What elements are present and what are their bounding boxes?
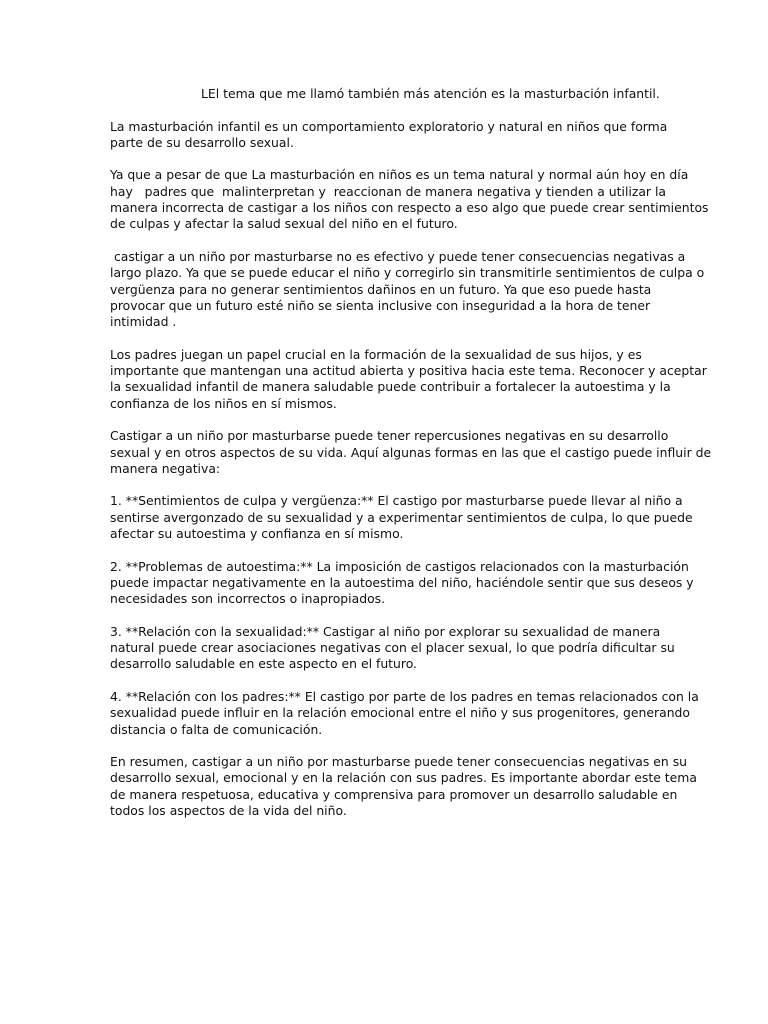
paragraph-line: manera negativa: bbox=[110, 460, 221, 476]
paragraph-line: sentirse avergonzado de su sexualidad y a experimentar sentimientos de culpa, lo que puede bbox=[110, 509, 693, 525]
paragraph-line: 2. **Problemas de autoestima:** La imposición de castigos relacionados con la masturbación bbox=[110, 558, 689, 574]
paragraph-5 bbox=[110, 428, 712, 477]
paragraph-line: 1. **Sentimientos de culpa y vergüenza:** El castigo por masturbarse puede llevar al niño a bbox=[110, 493, 683, 509]
paragraph-line: castigar a un niño por masturbarse no es efectivo y puede tener consecuencias negativas a bbox=[110, 248, 686, 264]
list-item-4 bbox=[110, 688, 699, 738]
paragraph-line: natural puede crear asociaciones negativas con el placer sexual, lo que podría dificultar su bbox=[110, 640, 675, 656]
paragraph-line: intimidad . bbox=[110, 314, 177, 330]
list-item-1 bbox=[110, 493, 693, 542]
paragraph-line: 3. **Relación con la sexualidad:** Castigar al niño por explorar su sexualidad de manera bbox=[110, 623, 661, 639]
paragraph-line: Castigar a un niño por masturbarse puede tener repercusiones negativas en su desarrollo bbox=[110, 428, 669, 444]
paragraph-line: de culpas y afectar la salud sexual del niño en el futuro. bbox=[110, 216, 458, 232]
paragraph-line: vergüenza para no generar sentimientos dañinos en un futuro. Ya que eso puede hasta bbox=[110, 281, 652, 297]
paragraph-line: desarrollo sexual, emocional y en la relación con sus padres. Es importante abordar este tema bbox=[110, 770, 697, 786]
document-title: LEl tema que me llamó también más atención es la masturbación infantil. bbox=[201, 86, 660, 101]
paragraph-line: En resumen, castigar a un niño por masturbarse puede tener consecuencias negativas en su bbox=[110, 754, 688, 770]
paragraph-line: provocar que un futuro esté niño se sienta inclusive con inseguridad a la hora de tener bbox=[110, 297, 651, 313]
paragraph-line: afectar su autoestima y confianza en sí mismo. bbox=[110, 526, 404, 542]
paragraph-line: la sexualidad infantil de manera saludable puede contribuir a fortalecer la autoestima y la bbox=[110, 379, 671, 395]
paragraph-line: hay padres que malinterpretan y reaccionan de manera negativa y tienden a utilizar la bbox=[110, 183, 666, 199]
paragraph-line: sexual y en otros aspectos de su vida. Aquí algunas formas en las que el castigo puede influir de bbox=[110, 444, 712, 460]
paragraph-line: manera incorrecta de castigar a los niños con respecto a eso algo que puede crear sentimientos bbox=[110, 200, 709, 216]
paragraph-2 bbox=[110, 167, 709, 232]
paragraph-line: La masturbación infantil es un comportamiento exploratorio y natural en niños que forma bbox=[110, 118, 668, 134]
paragraph-line: desarrollo saludable en este aspecto en el futuro. bbox=[110, 656, 418, 672]
paragraph-line: distancia o falta de comunicación. bbox=[110, 721, 323, 737]
paragraph-line: confianza de los niños en sí mismos. bbox=[110, 395, 337, 411]
paragraph-line: sexualidad puede influir en la relación emocional entre el niño y sus progenitores, generando bbox=[110, 705, 690, 721]
paragraph-line: parte de su desarrollo sexual. bbox=[110, 134, 294, 150]
paragraph-line: Ya que a pesar de que La masturbación en niños es un tema natural y normal aún hoy en día bbox=[110, 167, 689, 183]
paragraph-line: puede impactar negativamente en la autoestima del niño, haciéndole sentir que sus deseos y bbox=[110, 574, 694, 590]
paragraph-1 bbox=[110, 118, 668, 152]
list-item-2 bbox=[110, 558, 694, 608]
paragraph-3 bbox=[110, 248, 705, 330]
paragraph-line: importante que mantengan una actitud abierta y positiva hacia este tema. Reconocer y aceptar bbox=[110, 363, 707, 379]
paragraph-line: Los padres juegan un papel crucial en la formación de la sexualidad de sus hijos, y es bbox=[110, 346, 642, 362]
list-item-3 bbox=[110, 623, 675, 673]
paragraph-line: necesidades son incorrectos o inapropiados. bbox=[110, 591, 386, 607]
paragraph-summary bbox=[110, 754, 697, 819]
document-body bbox=[110, 86, 712, 836]
paragraph-line: 4. **Relación con los padres:** El castigo por parte de los padres en temas relacionados con la bbox=[110, 688, 699, 704]
paragraph-line: largo plazo. Ya que se puede educar el niño y corregirlo sin transmitirle sentimientos de culpa o bbox=[110, 265, 705, 281]
paragraph-4 bbox=[110, 346, 707, 412]
paragraph-line: de manera respetuosa, educativa y comprensiva para promover un desarrollo saludable en bbox=[110, 786, 678, 802]
paragraph-line: todos los aspectos de la vida del niño. bbox=[110, 803, 347, 819]
